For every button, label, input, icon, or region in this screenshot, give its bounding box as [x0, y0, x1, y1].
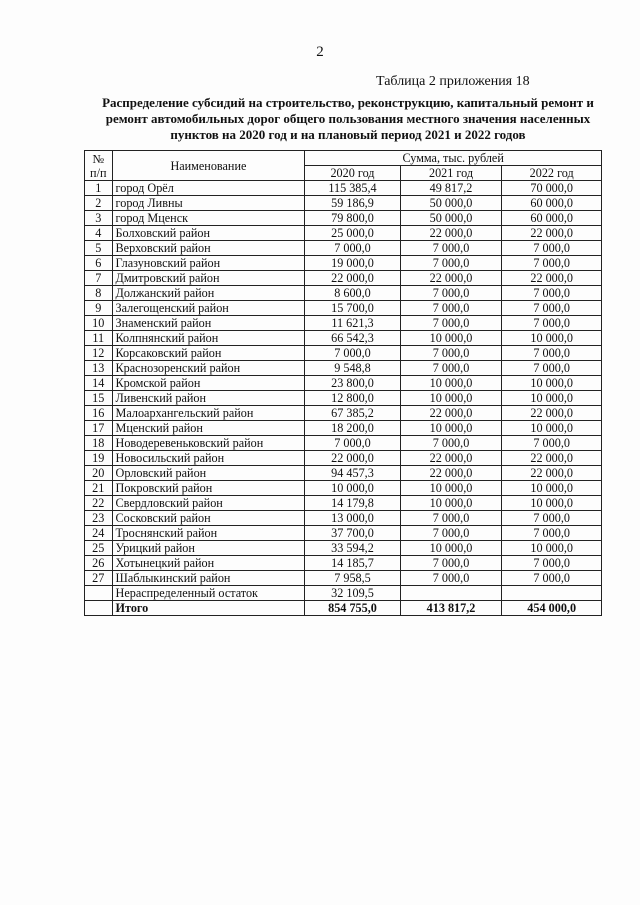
- row-name: Кромской район: [112, 376, 305, 391]
- row-value-2022: 22 000,0: [502, 466, 602, 481]
- row-number: 23: [85, 511, 113, 526]
- row-name: Нераспределенный остаток: [112, 586, 305, 601]
- row-number: 21: [85, 481, 113, 496]
- row-value-2022: 7 000,0: [502, 346, 602, 361]
- row-value-2020: 18 200,0: [305, 421, 400, 436]
- total-value-2020: 854 755,0: [305, 601, 400, 616]
- row-value-2022: 7 000,0: [502, 571, 602, 586]
- document-title: [88, 95, 608, 143]
- row-value-2022: 7 000,0: [502, 256, 602, 271]
- total-row: [85, 601, 602, 616]
- row-name: Дмитровский район: [112, 271, 305, 286]
- row-value-2022: 10 000,0: [502, 331, 602, 346]
- header-year-2020: 2020 год: [305, 166, 400, 181]
- page-number: 2: [316, 44, 324, 60]
- row-value-2021: 7 000,0: [400, 556, 502, 571]
- row-name: город Мценск: [112, 211, 305, 226]
- row-value-2020: 15 700,0: [305, 301, 400, 316]
- row-number: 9: [85, 301, 113, 316]
- row-value-2020: 7 000,0: [305, 346, 400, 361]
- row-value-2021: 22 000,0: [400, 466, 502, 481]
- row-value-2022: 7 000,0: [502, 361, 602, 376]
- row-name: Корсаковский район: [112, 346, 305, 361]
- row-name: город Ливны: [112, 196, 305, 211]
- row-name: Троснянский район: [112, 526, 305, 541]
- row-value-2020: 7 000,0: [305, 241, 400, 256]
- row-value-2022: 10 000,0: [502, 481, 602, 496]
- table-row: [85, 286, 602, 301]
- row-name: Колпнянский район: [112, 331, 305, 346]
- title-line-1: Распределение субсидий на строительство, реконструкцию, капитальный ремонт и: [102, 95, 594, 110]
- row-value-2021: 50 000,0: [400, 196, 502, 211]
- row-number: 24: [85, 526, 113, 541]
- table-row: [85, 391, 602, 406]
- table-row: [85, 406, 602, 421]
- row-number: 2: [85, 196, 113, 211]
- row-value-2021: [400, 586, 502, 601]
- row-name: Залегощенский район: [112, 301, 305, 316]
- row-value-2020: 79 800,0: [305, 211, 400, 226]
- row-value-2021: 10 000,0: [400, 496, 502, 511]
- header-sum: Сумма, тыс. рублей: [305, 151, 602, 166]
- row-value-2022: 7 000,0: [502, 511, 602, 526]
- table-row: [85, 331, 602, 346]
- row-value-2021: 7 000,0: [400, 286, 502, 301]
- row-value-2022: 7 000,0: [502, 241, 602, 256]
- row-value-2021: 7 000,0: [400, 436, 502, 451]
- row-number: 19: [85, 451, 113, 466]
- row-value-2021: 7 000,0: [400, 316, 502, 331]
- row-name: Болховский район: [112, 226, 305, 241]
- row-value-2021: 10 000,0: [400, 481, 502, 496]
- row-number: 20: [85, 466, 113, 481]
- row-value-2021: 7 000,0: [400, 241, 502, 256]
- row-value-2020: 12 800,0: [305, 391, 400, 406]
- row-value-2022: 22 000,0: [502, 271, 602, 286]
- table-row: [85, 541, 602, 556]
- row-name: Глазуновский район: [112, 256, 305, 271]
- table-row: [85, 571, 602, 586]
- row-name: Шаблыкинский район: [112, 571, 305, 586]
- row-name: Урицкий район: [112, 541, 305, 556]
- row-number: 1: [85, 181, 113, 196]
- row-value-2022: 10 000,0: [502, 421, 602, 436]
- row-value-2020: 67 385,2: [305, 406, 400, 421]
- row-value-2021: 22 000,0: [400, 451, 502, 466]
- table-row: [85, 526, 602, 541]
- row-value-2020: 37 700,0: [305, 526, 400, 541]
- table-row: [85, 421, 602, 436]
- row-value-2020: 66 542,3: [305, 331, 400, 346]
- row-value-2022: 7 000,0: [502, 526, 602, 541]
- table-row: [85, 376, 602, 391]
- row-value-2022: 60 000,0: [502, 211, 602, 226]
- row-number: 15: [85, 391, 113, 406]
- row-name: Малоархангельский район: [112, 406, 305, 421]
- subsidies-table: [84, 150, 602, 616]
- table-row: [85, 586, 602, 601]
- row-value-2022: 7 000,0: [502, 556, 602, 571]
- row-value-2021: 7 000,0: [400, 301, 502, 316]
- table-row: [85, 511, 602, 526]
- row-value-2020: 9 548,8: [305, 361, 400, 376]
- row-value-2020: 22 000,0: [305, 451, 400, 466]
- row-value-2022: 7 000,0: [502, 316, 602, 331]
- row-name: Сосковский район: [112, 511, 305, 526]
- row-name: Мценский район: [112, 421, 305, 436]
- row-value-2021: 7 000,0: [400, 511, 502, 526]
- row-value-2022: 22 000,0: [502, 226, 602, 241]
- row-value-2020: 14 179,8: [305, 496, 400, 511]
- row-value-2022: 10 000,0: [502, 541, 602, 556]
- row-number: 10: [85, 316, 113, 331]
- row-value-2020: 23 800,0: [305, 376, 400, 391]
- row-number: 6: [85, 256, 113, 271]
- table-row: [85, 556, 602, 571]
- row-value-2020: 33 594,2: [305, 541, 400, 556]
- row-number: 25: [85, 541, 113, 556]
- row-number: 5: [85, 241, 113, 256]
- total-number: [85, 601, 113, 616]
- row-value-2021: 7 000,0: [400, 256, 502, 271]
- row-value-2021: 7 000,0: [400, 346, 502, 361]
- title-line-2: ремонт автомобильных дорог общего пользования местного значения населенных: [105, 111, 591, 126]
- row-value-2020: 7 000,0: [305, 436, 400, 451]
- row-name: Новосильский район: [112, 451, 305, 466]
- row-name: Хотынецкий район: [112, 556, 305, 571]
- row-value-2022: 10 000,0: [502, 496, 602, 511]
- row-value-2021: 7 000,0: [400, 526, 502, 541]
- row-value-2022: 22 000,0: [502, 406, 602, 421]
- row-name: Ливенский район: [112, 391, 305, 406]
- row-number: 26: [85, 556, 113, 571]
- table-row: [85, 241, 602, 256]
- row-value-2021: 10 000,0: [400, 541, 502, 556]
- header-number: [85, 151, 113, 181]
- row-value-2021: 7 000,0: [400, 361, 502, 376]
- row-value-2021: 49 817,2: [400, 181, 502, 196]
- table-row: [85, 466, 602, 481]
- row-number: 14: [85, 376, 113, 391]
- row-value-2022: [502, 586, 602, 601]
- table-row: [85, 196, 602, 211]
- table-row: [85, 316, 602, 331]
- row-value-2022: 22 000,0: [502, 451, 602, 466]
- row-value-2022: 60 000,0: [502, 196, 602, 211]
- row-value-2020: 94 457,3: [305, 466, 400, 481]
- row-number: 8: [85, 286, 113, 301]
- row-value-2020: 11 621,3: [305, 316, 400, 331]
- table-row: [85, 436, 602, 451]
- table-row: [85, 361, 602, 376]
- total-label: Итого: [112, 601, 305, 616]
- row-value-2020: 13 000,0: [305, 511, 400, 526]
- row-value-2022: 7 000,0: [502, 436, 602, 451]
- row-number: 22: [85, 496, 113, 511]
- row-number: 17: [85, 421, 113, 436]
- header-number-line2: п/п: [90, 165, 107, 180]
- row-value-2020: 32 109,5: [305, 586, 400, 601]
- row-value-2021: 10 000,0: [400, 421, 502, 436]
- header-name: Наименование: [112, 151, 305, 181]
- row-name: Верховский район: [112, 241, 305, 256]
- row-name: Должанский район: [112, 286, 305, 301]
- table-row: [85, 301, 602, 316]
- header-number-line1: №: [92, 151, 105, 166]
- row-value-2021: 22 000,0: [400, 226, 502, 241]
- row-number: [85, 586, 113, 601]
- row-name: Покровский район: [112, 481, 305, 496]
- row-value-2020: 7 958,5: [305, 571, 400, 586]
- header-year-2022: 2022 год: [502, 166, 602, 181]
- row-value-2021: 10 000,0: [400, 391, 502, 406]
- row-name: Свердловский район: [112, 496, 305, 511]
- table-row: [85, 346, 602, 361]
- row-value-2020: 14 185,7: [305, 556, 400, 571]
- table-row: [85, 451, 602, 466]
- row-value-2021: 7 000,0: [400, 571, 502, 586]
- row-value-2022: 70 000,0: [502, 181, 602, 196]
- row-value-2022: 10 000,0: [502, 376, 602, 391]
- row-value-2020: 8 600,0: [305, 286, 400, 301]
- row-name: город Орёл: [112, 181, 305, 196]
- table-row: [85, 271, 602, 286]
- row-number: 13: [85, 361, 113, 376]
- row-name: Знаменский район: [112, 316, 305, 331]
- total-value-2022: 454 000,0: [502, 601, 602, 616]
- row-value-2022: 10 000,0: [502, 391, 602, 406]
- table-reference: Таблица 2 приложения 18: [376, 74, 530, 89]
- row-number: 12: [85, 346, 113, 361]
- row-name: Краснозоренский район: [112, 361, 305, 376]
- row-value-2022: 7 000,0: [502, 301, 602, 316]
- header-year-2021: 2021 год: [400, 166, 502, 181]
- row-value-2020: 59 186,9: [305, 196, 400, 211]
- row-number: 18: [85, 436, 113, 451]
- row-number: 3: [85, 211, 113, 226]
- row-value-2021: 10 000,0: [400, 376, 502, 391]
- row-value-2020: 19 000,0: [305, 256, 400, 271]
- table-row: [85, 226, 602, 241]
- row-value-2020: 115 385,4: [305, 181, 400, 196]
- table-row: [85, 481, 602, 496]
- row-number: 16: [85, 406, 113, 421]
- row-value-2020: 10 000,0: [305, 481, 400, 496]
- row-number: 27: [85, 571, 113, 586]
- row-value-2022: 7 000,0: [502, 286, 602, 301]
- row-value-2020: 25 000,0: [305, 226, 400, 241]
- row-value-2021: 22 000,0: [400, 406, 502, 421]
- table-row: [85, 181, 602, 196]
- row-number: 11: [85, 331, 113, 346]
- row-value-2021: 10 000,0: [400, 331, 502, 346]
- total-value-2021: 413 817,2: [400, 601, 502, 616]
- row-value-2020: 22 000,0: [305, 271, 400, 286]
- row-number: 4: [85, 226, 113, 241]
- row-name: Новодеревеньковский район: [112, 436, 305, 451]
- table-row: [85, 496, 602, 511]
- table-row: [85, 211, 602, 226]
- title-line-3: пунктов на 2020 год и на плановый период 2021 и 2022 годов: [170, 127, 526, 142]
- table-row: [85, 256, 602, 271]
- row-number: 7: [85, 271, 113, 286]
- row-value-2021: 50 000,0: [400, 211, 502, 226]
- row-value-2021: 22 000,0: [400, 271, 502, 286]
- row-name: Орловский район: [112, 466, 305, 481]
